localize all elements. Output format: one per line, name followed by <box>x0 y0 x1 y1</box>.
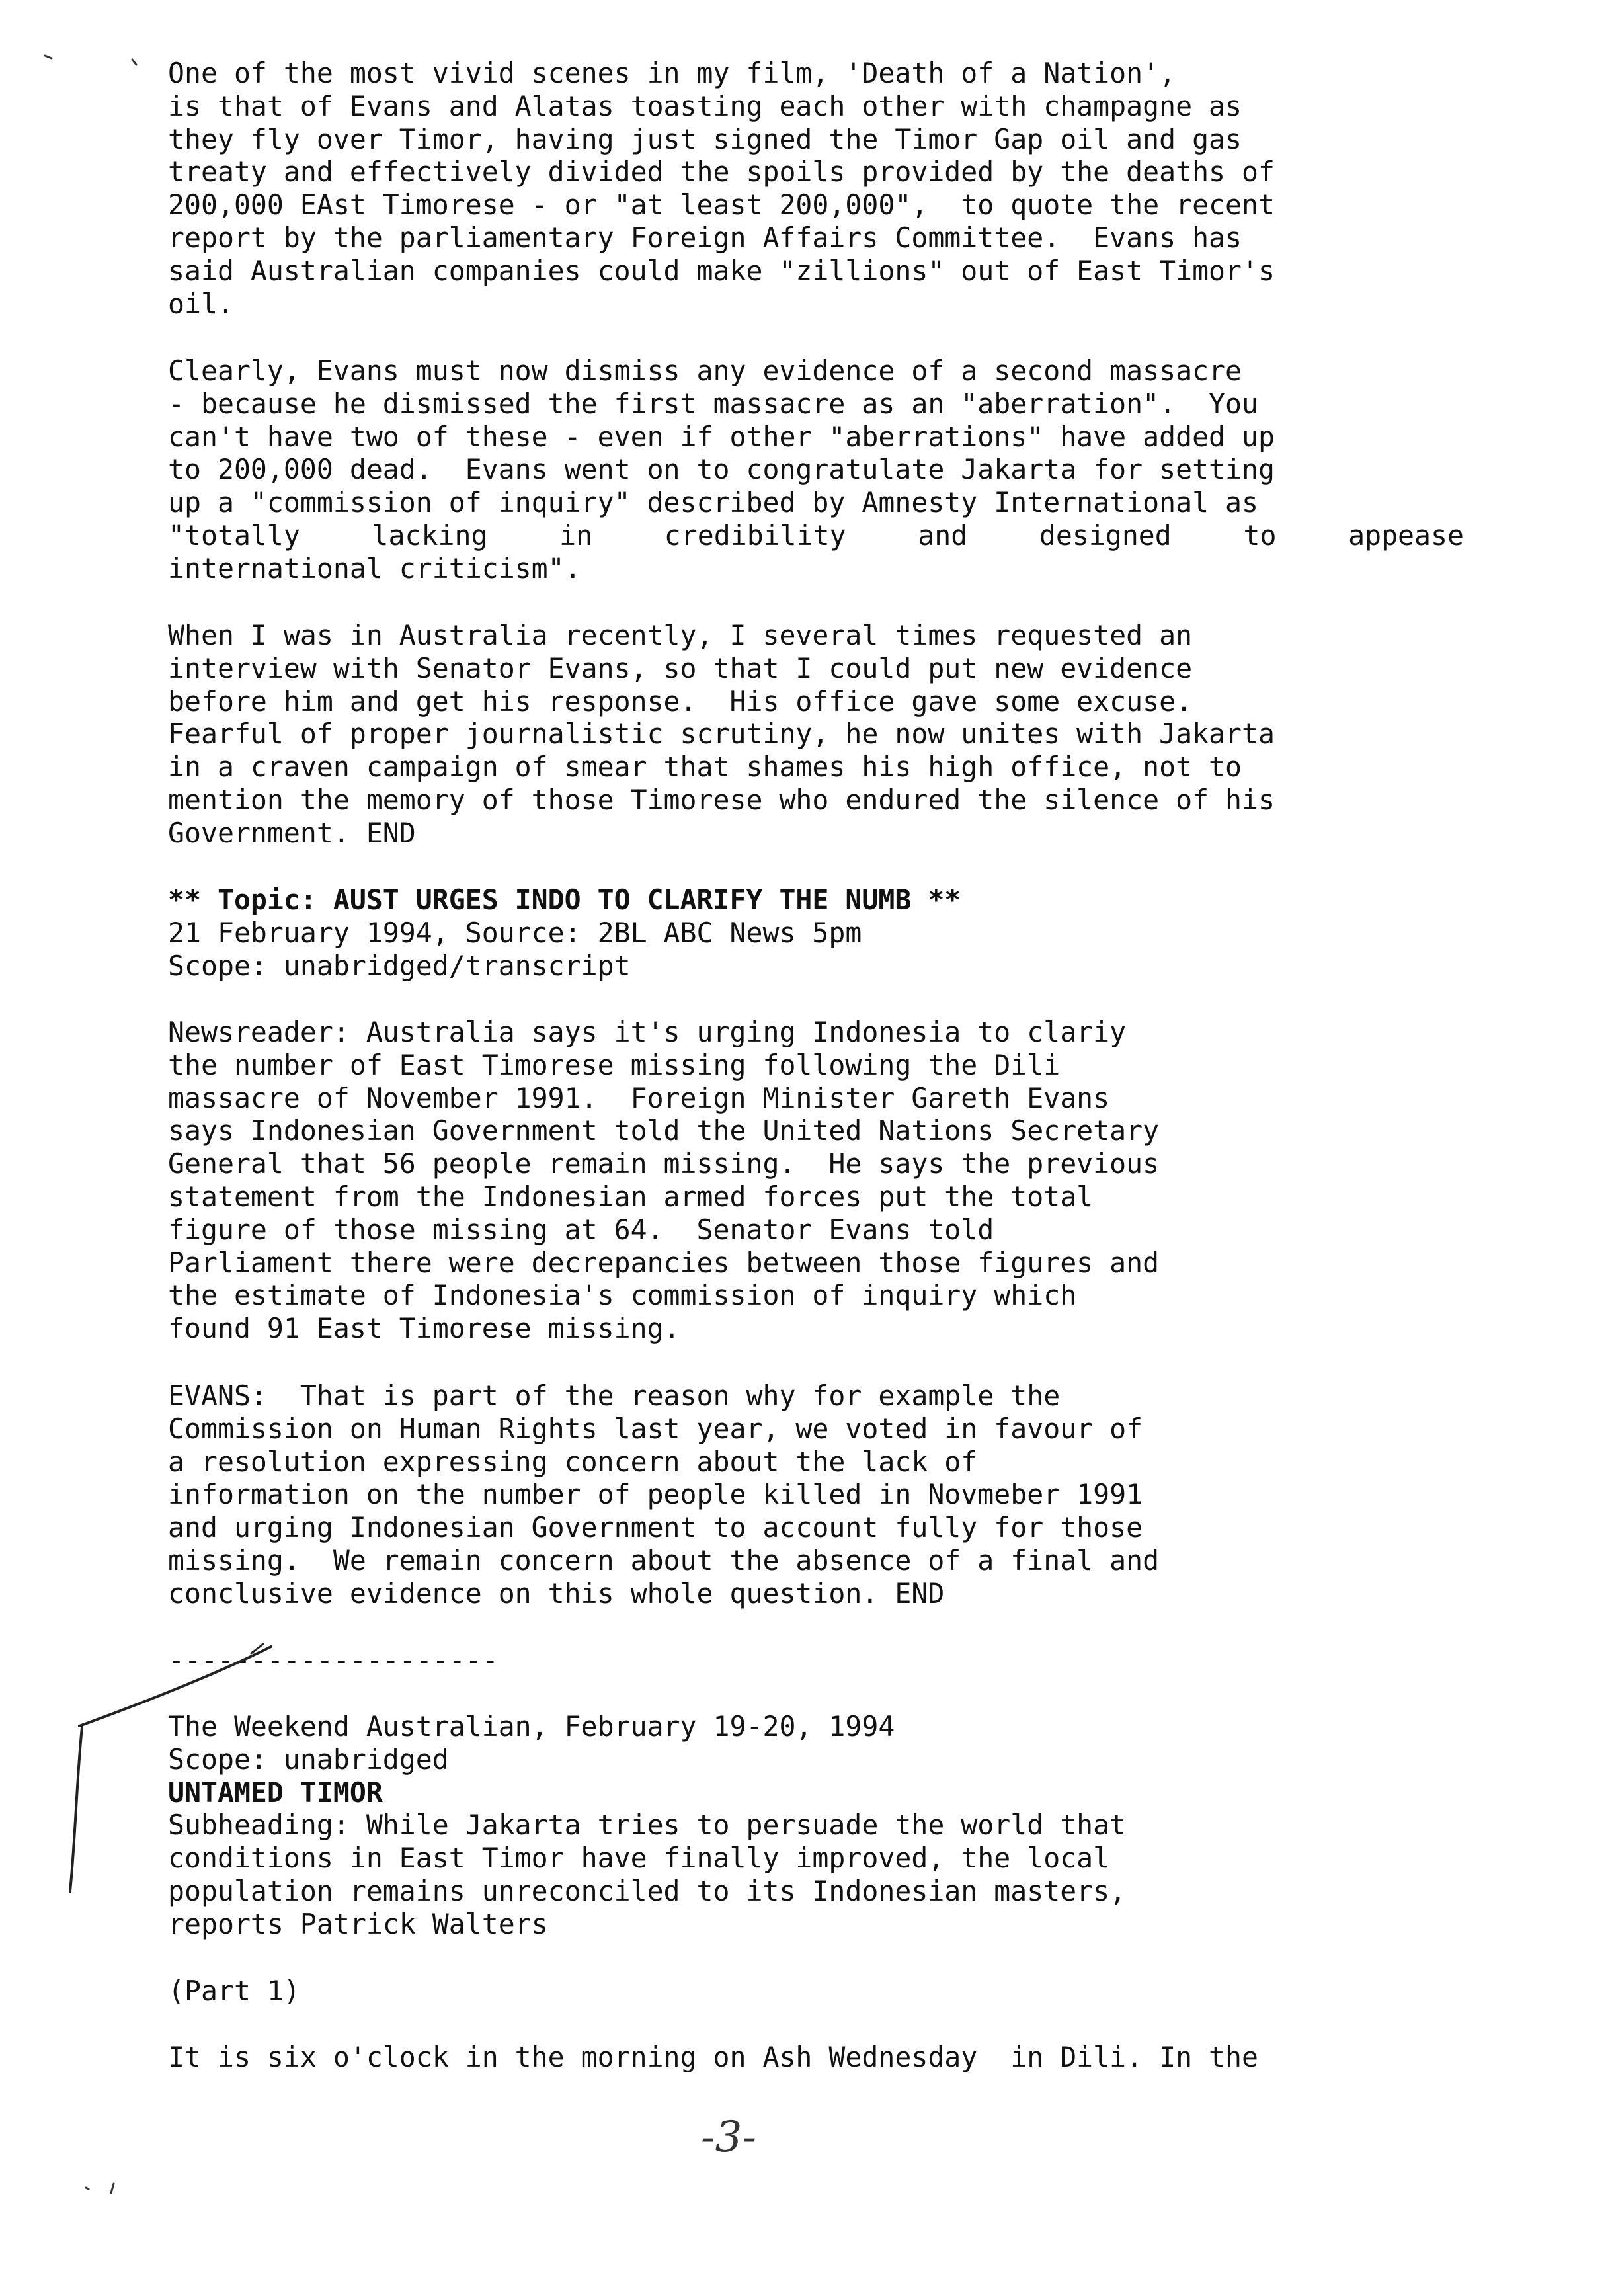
topic-header <box>168 883 1490 982</box>
topic-date-source: 21 February 1994, Source: 2BL ABC News 5pm <box>168 916 862 949</box>
text-line: they fly over Timor, having just signed the Timor Gap oil and gas <box>168 122 1242 155</box>
page-number: -3- <box>701 2113 756 2162</box>
subheading-line: Subheading: While Jakarta tries to persuade the world that <box>168 1809 1127 1842</box>
subheading-line: conditions in East Timor have finally improved, the local <box>168 1842 1110 1875</box>
opening-line: It is six o'clock in the morning on Ash Wednesday in Dili. In the <box>168 2041 1259 2073</box>
subheading-line: population remains unreconciled to its Indonesian masters, <box>168 1874 1127 1907</box>
text-line: the number of East Timorese missing following the Dili <box>168 1048 1061 1081</box>
paragraph-evans-quote <box>168 1379 1490 1610</box>
text-line: is that of Evans and Alatas toasting each other with champagne as <box>168 89 1242 122</box>
text-line: says Indonesian Government told the United Nations Secretary <box>168 1114 1160 1147</box>
text-line: interview with Senator Evans, so that I could put new evidence <box>168 651 1193 684</box>
text-line: Parliament there were decrepancies between those figures and <box>168 1246 1160 1279</box>
article-opening <box>168 2041 1490 2074</box>
text-line: Fearful of proper journalistic scrutiny, he now unites with Jakarta <box>168 718 1275 751</box>
paragraph-interview-request <box>168 619 1490 850</box>
text-line: When I was in Australia recently, I several times requested an <box>168 619 1193 651</box>
text-line: Commission on Human Rights last year, we voted in favour of <box>168 1412 1143 1445</box>
text-line: to 200,000 dead. Evans went on to congratulate Jakarta for setting <box>168 453 1275 486</box>
text-line: massacre of November 1991. Foreign Minister Gareth Evans <box>168 1081 1110 1114</box>
text-line: oil. <box>168 287 234 320</box>
text-line: figure of those missing at 64. Senator Evans told <box>168 1213 994 1246</box>
separator-rule <box>168 1644 1490 1677</box>
text-line: treaty and effectively divided the spoils provided by the deaths of <box>168 155 1275 188</box>
text-line: missing. We remain concern about the absence of a final and <box>168 1543 1160 1577</box>
text-line: and urging Indonesian Government to account fully for those <box>168 1511 1143 1544</box>
text-line: a resolution expressing concern about the lack of <box>168 1445 978 1478</box>
text-line: information on the number of people killed in Novmeber 1991 <box>168 1478 1143 1511</box>
text-line: found 91 East Timorese missing. <box>168 1312 680 1345</box>
paragraph-newsreader <box>168 1016 1490 1345</box>
article-scope: Scope: unabridged <box>168 1742 449 1776</box>
topic-scope: Scope: unabridged/transcript <box>168 949 631 982</box>
text-line: international criticism". <box>168 552 581 585</box>
part-label: (Part 1) <box>168 1975 300 2007</box>
article-title: UNTAMED TIMOR <box>168 1776 383 1809</box>
dashed-separator: -------------------- <box>168 1644 499 1676</box>
text-line: General that 56 people remain missing. He says the previous <box>168 1147 1160 1180</box>
text-line: the estimate of Indonesia's commission of inquiry which <box>168 1279 1077 1312</box>
text-line: statement from the Indonesian armed forces put the total <box>168 1180 1094 1213</box>
paragraph-film-scene <box>168 57 1490 320</box>
article-source: The Weekend Australian, February 19-20, 1994 <box>168 1710 895 1742</box>
text-line: up a "commission of inquiry" described by Amnesty International as <box>168 486 1259 519</box>
article-part-label <box>168 1975 1490 2008</box>
text-line: report by the parliamentary Foreign Affairs Committee. Evans has <box>168 221 1242 254</box>
text-line: One of the most vivid scenes in my film, 'Death of a Nation', <box>168 57 1176 89</box>
text-line: - because he dismissed the first massacre as an "aberration". You <box>168 387 1259 420</box>
text-line: Newsreader: Australia says it's urging Indonesia to clariy <box>168 1016 1127 1048</box>
stray-mark <box>79 2176 132 2202</box>
text-line: mention the memory of those Timorese who endured the silence of his <box>168 783 1275 816</box>
text-line: Government. END <box>168 816 416 849</box>
paragraph-second-massacre <box>168 354 1490 585</box>
text-line: "totally lacking in credibility and designed to appease <box>168 518 1464 552</box>
text-line: Clearly, Evans must now dismiss any evidence of a second massacre <box>168 354 1242 387</box>
text-line: before him and get his response. His office gave some excuse. <box>168 684 1193 718</box>
topic-heading: ** Topic: AUST URGES INDO TO CLARIFY THE NUMB ** <box>168 883 961 916</box>
subheading-line: reports Patrick Walters <box>168 1907 548 1940</box>
text-line: said Australian companies could make "zillions" out of East Timor's <box>168 254 1275 287</box>
text-line: in a craven campaign of smear that shames his high office, not to <box>168 751 1242 784</box>
text-line: EVANS: That is part of the reason why for example the <box>168 1379 1061 1412</box>
text-line: can't have two of these - even if other "aberrations" have added up <box>168 420 1275 453</box>
stray-mark <box>40 46 145 73</box>
text-line: 200,000 EAst Timorese - or "at least 200,000", to quote the recent <box>168 188 1275 222</box>
article-header <box>168 1710 1490 1941</box>
text-line: conclusive evidence on this whole question. END <box>168 1577 945 1610</box>
